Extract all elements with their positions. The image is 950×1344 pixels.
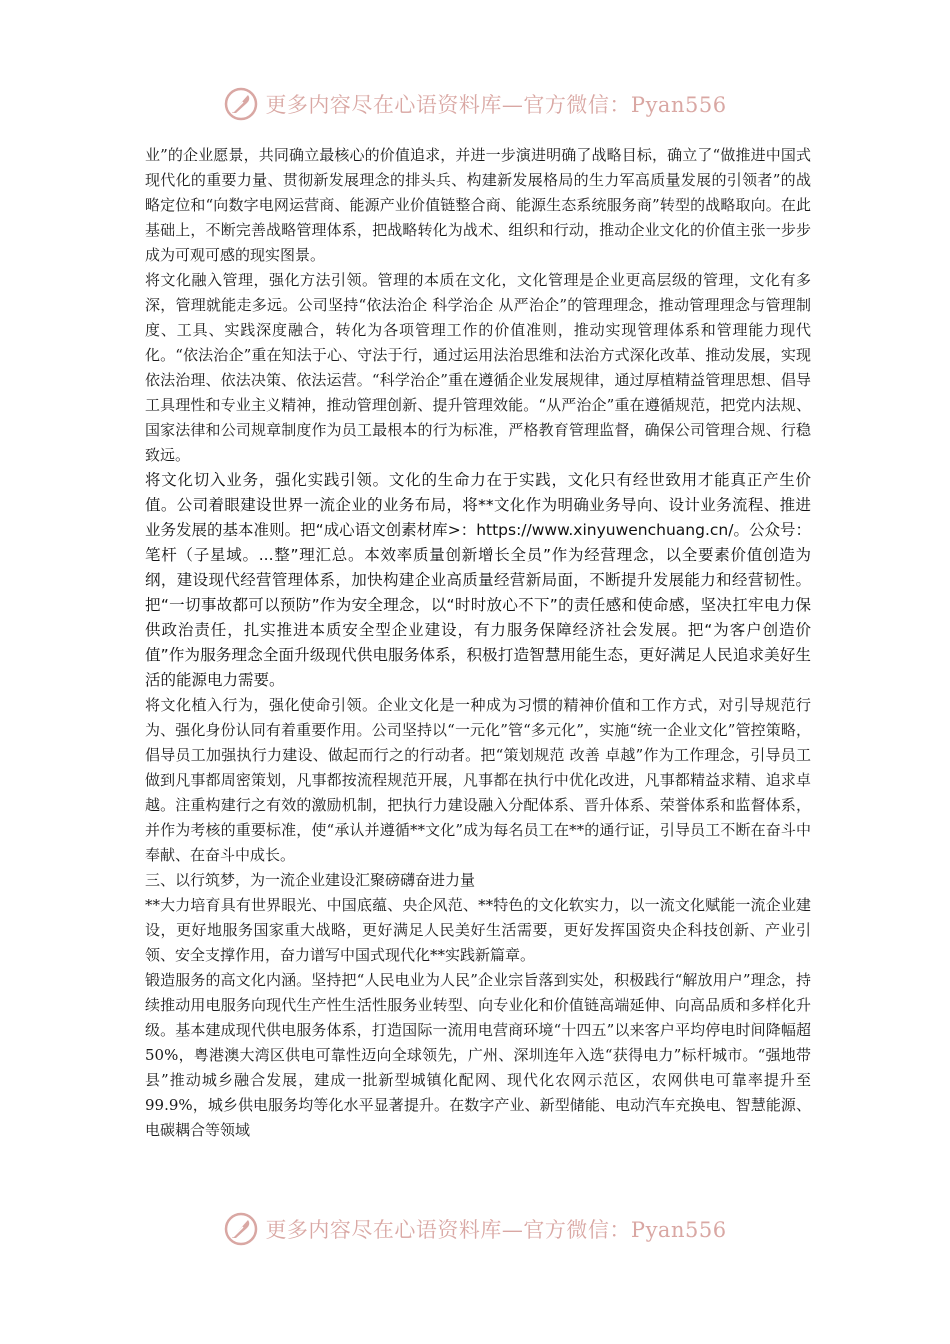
section-heading: 三、以行筑梦，为一流企业建设汇聚磅礴奋进力量 <box>145 871 476 889</box>
watermark-text: 更多内容尽在心语资料库—官方微信：Pyan556 <box>265 93 727 117</box>
paragraph: 业”的企业愿景，共同确立最核心的价值追求，并进一步演进明确了战略目标，确立了“做推进中国式现代化的重要力量、贯彻新发展理念的排头兵、构建新发展格局的生力军高质量发展的引领者”的战略定位和“向数字电网运营商、能源产业价值链整合商、能源生态系统服务商”转型的战略取向。在此基础上，不断完善战略管理体系，把战略转化为战术、组织和行动，推动企业文化的价值主张一步步成为可观可感的现实图景。 <box>145 146 811 264</box>
watermark-header <box>0 84 950 124</box>
quill-logo-icon <box>223 1211 259 1247</box>
paragraph: 锻造服务的高文化内涵。坚持把“人民电业为人民”企业宗旨落到实处，积极践行“解放用户”理念，持续推动用电服务向现代生产性生活性服务业转型、向专业化和价值链高端延伸、向高品质和多样化升级。基本建成现代供电服务体系，打造国际一流用电营商环境“十四五”以来客户平均停电时间降幅超50%，粤港澳大湾区供电可靠性迈向全球领先，广州、深圳连年入选“获得电力”标杆城市。“强地带县”推动城乡融合发展，建成一批新型城镇化配网、现代化农网示范区，农网供电可靠率提升至99.9%，城乡供电服务均等化水平显著提升。在数字产业、新型储能、电动汽车充换电、智慧能源、电碳耦合等领域 <box>145 971 811 1139</box>
paragraph: 将文化植入行为，强化使命引领。企业文化是一种成为习惯的精神价值和工作方式，对引导规范行为、强化身份认同有着重要作用。公司坚持以“一元化”管“多元化”，实施“统一企业文化”管控策略，倡导员工加强执行力建设、做起而行之的行动者。把“策划规范 改善 卓越”作为工作理念，引导员工做到凡事都周密策划，凡事都按流程规范开展，凡事都在执行中优化改进，凡事都精益求精、追求卓越。注重构建行之有效的激励机制，把执行力建设融入分配体系、晋升体系、荣誉体系和监督体系，并作为考核的重要标准，使“承认并遵循**文化”成为每名员工在**的通行证，引导员工不断在奋斗中奉献、在奋斗中成长。 <box>145 696 811 864</box>
watermark-footer <box>0 1209 950 1249</box>
quill-logo-icon <box>223 86 259 122</box>
paragraph: **大力培育具有世界眼光、中国底蕴、央企风范、**特色的文化软实力，以一流文化赋能一流企业建设，更好地服务国家重大战略，更好满足人民美好生活需要，更好发挥国资央企科技创新、产业引领、安全支撑作用，奋力谱写中国式现代化**实践新篇章。 <box>145 896 811 964</box>
paragraph: 将文化切入业务，强化实践引领。文化的生命力在于实践，文化只有经世致用才能真正产生价值。公司着眼建设世界一流企业的业务布局，将**文化作为明确业务导向、设计业务流程、推进业务发展的基本准则。把“成心语文创素材库>：https://www.xinyuwenchuang.cn/。公众号：笔杆（子星域。...整”理汇总。本效率质量创新增长全员”作为经营理念，以全要素价值创造为纲，建设现代经营管理体系，加快构建企业高质量经营新局面，不断提升发展能力和经营韧性。把“一切事故都可以预防”作为安全理念，以“时时放心不下”的责任感和使命感，坚决扛牢电力保供政治责任，扎实推进本质安全型企业建设，有力服务保障经济社会发展。把“为客户创造价值”作为服务理念全面升级现代供电服务体系，积极打造智慧用能生态，更好满足人民追求美好生活的能源电力需要。 <box>145 471 811 689</box>
watermark-text: 更多内容尽在心语资料库—官方微信：Pyan556 <box>265 1218 727 1242</box>
paragraph: 将文化融入管理，强化方法引领。管理的本质在文化，文化管理是企业更高层级的管理，文化有多深，管理就能走多远。公司坚持“依法治企 科学治企 从严治企”的管理理念，推动管理理念与管理制度、工具、实践深度融合，转化为各项管理工作的价值准则，推动实现管理体系和管理能力现代化。“依法治企”重在知法于心、守法于行，通过运用法治思维和法治方式深化改革、推动发展，实现依法治理、依法决策、依法运营。“科学治企”重在遵循企业发展规律，通过厚植精益管理思想、倡导工具理性和专业主义精神，推动管理创新、提升管理效能。“从严治企”重在遵循规范，把党内法规、国家法律和公司规章制度作为员工最根本的行为标准，严格教育管理监督，确保公司管理合规、行稳致远。 <box>145 271 811 464</box>
document-body <box>145 143 811 1143</box>
